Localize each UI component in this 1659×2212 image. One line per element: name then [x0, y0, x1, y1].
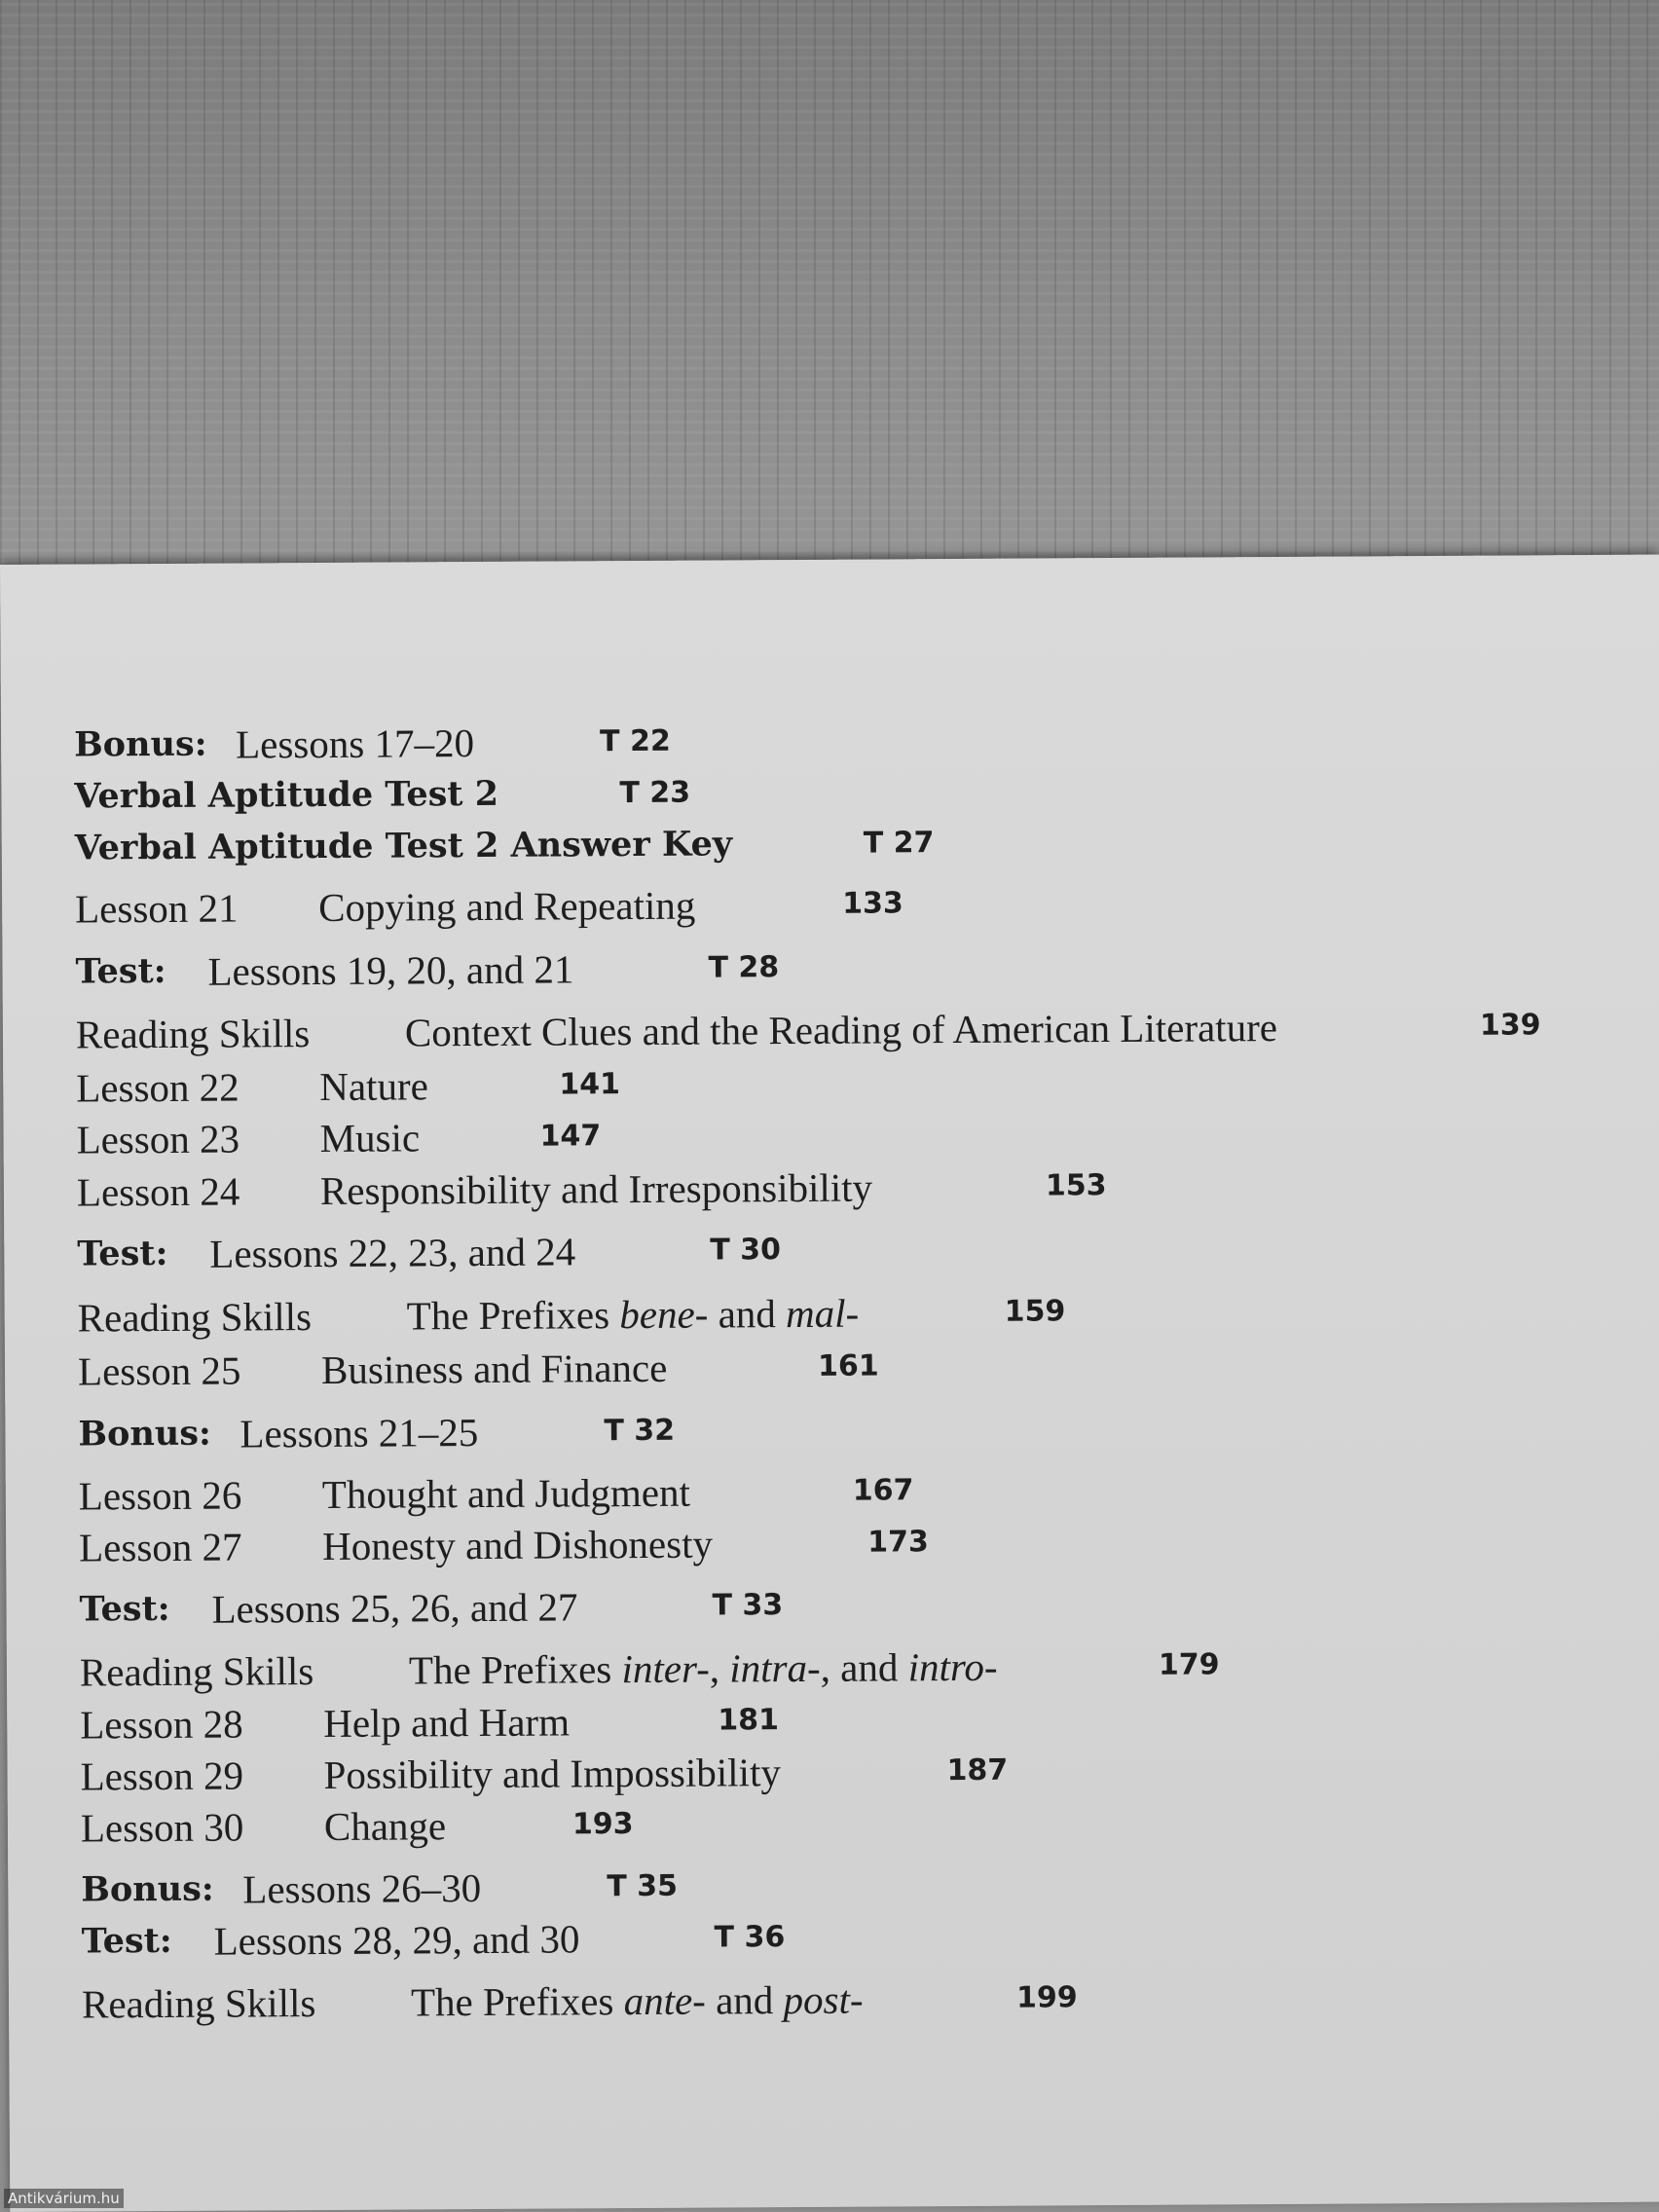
entry-title: Verbal Aptitude Test 2 Answer Key	[74, 824, 733, 868]
entry-page-number: 173	[867, 1525, 929, 1560]
entry-title: Business and Finance	[320, 1345, 668, 1392]
title-text: The Prefixes	[406, 1292, 620, 1339]
entry-title: Lessons 26–30	[242, 1865, 482, 1912]
entry-page-number: 147	[539, 1119, 602, 1154]
entry-title: Honesty and Dishonesty	[322, 1521, 714, 1568]
entry-page-number: T 36	[714, 1920, 786, 1955]
title-text: , and	[820, 1644, 908, 1690]
title-text: The Prefixes	[410, 1978, 624, 2025]
entry-label: Bonus:	[74, 723, 207, 765]
title-text: The Prefixes	[408, 1646, 622, 1693]
entry-label: Bonus:	[81, 1868, 214, 1910]
entry-page-number: 179	[1158, 1647, 1220, 1682]
entry-page-number: 181	[718, 1703, 779, 1738]
entry-title: Lessons 19, 20, and 21	[207, 946, 574, 994]
entry-label: Lesson 23	[76, 1116, 240, 1162]
entry-title: Lessons 22, 23, and 24	[209, 1229, 576, 1276]
entry-title: Copying and Repeating	[318, 882, 696, 931]
entry-page-number: 141	[559, 1067, 621, 1102]
entry-label: Test:	[81, 1920, 172, 1962]
entry-label: Reading Skills	[79, 1648, 314, 1695]
title-prefix: intro-	[907, 1643, 998, 1690]
entry-label: Bonus:	[78, 1413, 212, 1455]
entry-label: Reading Skills	[81, 1980, 316, 2027]
entry-label: Test:	[77, 1233, 168, 1274]
entry-page-number: T 23	[619, 775, 691, 811]
entry-title: Lessons 17–20	[235, 720, 475, 767]
entry-page-number: 167	[852, 1473, 914, 1508]
title-text: ,	[709, 1645, 730, 1691]
entry-label: Reading Skills	[77, 1294, 313, 1341]
entry-page-number: T 27	[863, 826, 935, 861]
entry-title: Verbal Aptitude Test 2	[74, 773, 499, 817]
entry-page-number: 199	[1015, 1980, 1078, 2015]
entry-title: Thought and Judgment	[321, 1469, 691, 1517]
entry-page-number: T 30	[710, 1233, 782, 1268]
entry-page-number: T 28	[708, 950, 780, 985]
title-text: and	[708, 1291, 787, 1337]
entry-page-number: 153	[1045, 1168, 1107, 1203]
entry-page-number: 193	[571, 1807, 634, 1842]
entry-label: Lesson 30	[80, 1804, 244, 1851]
title-prefix: post-	[783, 1976, 864, 2023]
title-prefix: mal-	[785, 1290, 860, 1337]
entry-label: Lesson 28	[80, 1701, 243, 1748]
entry-title: Music	[319, 1115, 421, 1161]
entry-label: Lesson 24	[76, 1168, 240, 1215]
entry-page-number: T 32	[604, 1413, 676, 1449]
entry-title: Help and Harm	[323, 1699, 571, 1746]
entry-title: Responsibility and Irresponsibility	[319, 1164, 873, 1214]
entry-title: Lessons 25, 26, and 27	[211, 1584, 578, 1632]
entry-label: Lesson 27	[79, 1524, 242, 1570]
entry-title: Nature	[319, 1063, 428, 1110]
entry-label: Lesson 25	[77, 1347, 241, 1394]
entry-page-number: 161	[817, 1348, 879, 1383]
entry-title	[407, 1286, 860, 1344]
entry-page-number: T 35	[607, 1868, 679, 1904]
entry-label: Lesson 21	[75, 885, 239, 932]
entry-label: Lesson 26	[78, 1472, 242, 1519]
title-text: and	[705, 1977, 784, 2023]
title-prefix: ante-	[623, 1977, 707, 2024]
watermark: Antikvárium.hu	[4, 2189, 124, 2208]
contents-page	[0, 555, 1659, 2212]
entry-page-number: 133	[842, 886, 903, 921]
entry-page-number: T 33	[712, 1588, 784, 1623]
title-prefix: inter-	[621, 1645, 710, 1692]
entry-title: Context Clues and the Reading of American Literature	[404, 1004, 1278, 1055]
entry-title	[409, 1640, 998, 1698]
entry-title: Lessons 21–25	[240, 1410, 479, 1456]
entry-page-number: 159	[1004, 1294, 1066, 1329]
entry-label: Test:	[79, 1588, 170, 1630]
background-cover	[0, 0, 1659, 584]
entry-page-number: 187	[946, 1752, 1009, 1788]
entry-title: Lessons 28, 29, and 30	[213, 1916, 580, 1964]
entry-label: Lesson 22	[76, 1064, 240, 1111]
entry-page-number: 139	[1479, 1008, 1541, 1043]
entry-page-number: T 22	[600, 723, 671, 759]
entry-label: Reading Skills	[75, 1011, 311, 1057]
title-prefix: intra-	[729, 1644, 821, 1691]
title-prefix: bene-	[619, 1291, 709, 1338]
entry-label: Test:	[75, 950, 166, 992]
entry-title: Possibility and Impossibility	[323, 1750, 782, 1797]
entry-title	[411, 1972, 864, 2030]
entry-label: Lesson 29	[80, 1752, 244, 1799]
entry-title: Change	[323, 1803, 447, 1849]
